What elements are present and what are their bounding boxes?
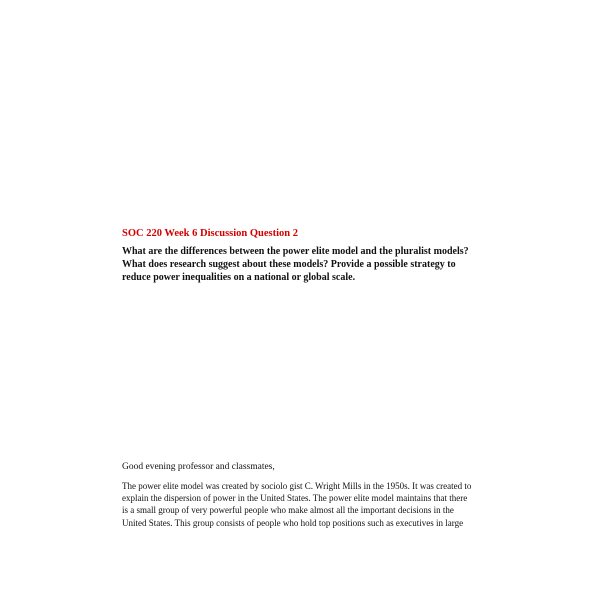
discussion-heading: SOC 220 Week 6 Discussion Question 2 bbox=[122, 228, 299, 239]
answer-line: The power elite model was created by sociolo gist C. Wright Mills in the 1950s. It was created to bbox=[122, 481, 472, 491]
question-line: What are the differences between the power elite model and the pluralist models? bbox=[122, 246, 469, 257]
question-line: What does research suggest about these models? Provide a possible strategy to bbox=[122, 259, 456, 270]
answer-line: United States. This group consists of people who hold top positions such as executives in large bbox=[122, 517, 464, 528]
answer-line: explain the dispersion of power in the United States. The power elite model maintains that there bbox=[122, 493, 468, 504]
question-line: reduce power inequalities on a national or global scale. bbox=[122, 272, 356, 283]
greeting-text: Good evening professor and classmates, bbox=[122, 462, 275, 472]
answer-line: is a small group of very powerful people who make almost all the important decisions in the bbox=[122, 505, 454, 516]
discussion-question bbox=[122, 245, 482, 284]
answer-paragraph bbox=[122, 480, 492, 529]
